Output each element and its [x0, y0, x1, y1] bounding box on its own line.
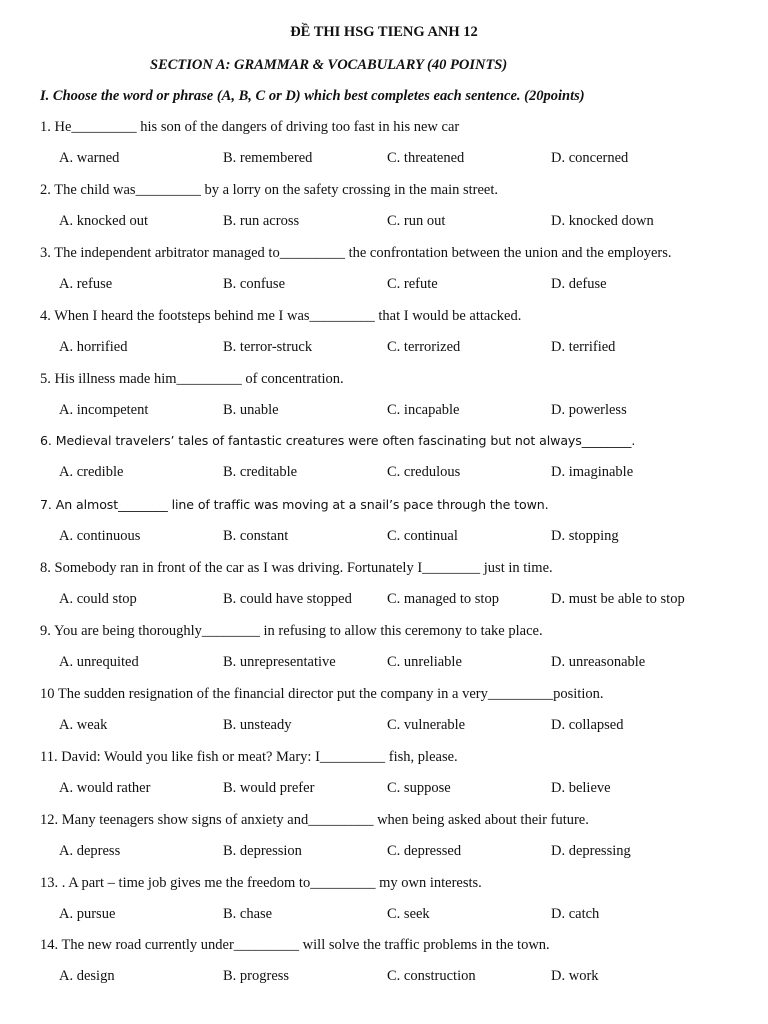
answer-option-a: A. would rather: [59, 780, 151, 796]
answer-option-c: C. credulous: [387, 464, 461, 480]
question-text: 7. An almost________ line of traffic was moving at a snail’s pace through the town.: [40, 497, 549, 512]
answer-option-b: B. constant: [223, 528, 289, 544]
answer-option-d: D. believe: [551, 780, 611, 796]
answer-option-a: A. pursue: [59, 906, 116, 922]
question-text: 2. The child was_________ by a lorry on the safety crossing in the main street.: [40, 182, 498, 198]
question-text: 10 The sudden resignation of the financial director put the company in a very_________position.: [40, 686, 604, 702]
answer-option-b: B. creditable: [223, 464, 298, 480]
answer-option-b: B. unrepresentative: [223, 654, 336, 670]
answer-option-b: B. unable: [223, 402, 279, 418]
answer-option-b: B. depression: [223, 843, 302, 859]
question-text: 6. Medieval travelers’ tales of fantastic creatures were often fascinating but not always________.: [40, 433, 636, 448]
answer-options: [0, 528, 768, 548]
answer-option-d: D. defuse: [551, 276, 607, 292]
answer-option-a: A. credible: [59, 464, 124, 480]
answer-option-c: C. unreliable: [387, 654, 462, 670]
answer-options: [0, 339, 768, 359]
answer-option-d: D. unreasonable: [551, 654, 646, 670]
question-text: 11. David: Would you like fish or meat? Mary: I_________ fish, please.: [40, 749, 458, 765]
answer-option-a: A. weak: [59, 717, 108, 733]
answer-option-d: D. terrified: [551, 339, 616, 355]
answer-option-d: D. collapsed: [551, 717, 624, 733]
answer-option-b: B. unsteady: [223, 717, 292, 733]
answer-option-b: B. run across: [223, 213, 300, 229]
answer-option-c: C. vulnerable: [387, 717, 466, 733]
exam-title: ĐỀ THI HSG TIENG ANH 12: [290, 24, 478, 40]
answer-option-d: D. catch: [551, 906, 600, 922]
answer-option-a: A. continuous: [59, 528, 141, 544]
answer-options: [0, 654, 768, 674]
answer-option-a: A. refuse: [59, 276, 113, 292]
answer-options: [0, 780, 768, 800]
answer-option-c: C. suppose: [387, 780, 451, 796]
answer-option-a: A. design: [59, 968, 115, 984]
instruction-text: I. Choose the word or phrase (A, B, C or D) which best completes each sentence. (20points): [40, 88, 585, 104]
answer-options: [0, 591, 768, 611]
question-text: 5. His illness made him_________ of concentration.: [40, 371, 344, 387]
answer-option-d: D. knocked down: [551, 213, 654, 229]
answer-options: [0, 464, 768, 484]
answer-option-a: A. incompetent: [59, 402, 149, 418]
question-text: 4. When I heard the footsteps behind me I was_________ that I would be attacked.: [40, 308, 522, 324]
answer-option-b: B. progress: [223, 968, 290, 984]
answer-option-b: B. could have stopped: [223, 591, 352, 607]
answer-option-c: C. seek: [387, 906, 430, 922]
answer-option-c: C. construction: [387, 968, 476, 984]
answer-option-c: C. terrorized: [387, 339, 461, 355]
answer-option-a: A. could stop: [59, 591, 137, 607]
answer-option-b: B. terror-struck: [223, 339, 313, 355]
answer-option-a: A. unrequited: [59, 654, 139, 670]
question-text: 12. Many teenagers show signs of anxiety and_________ when being asked about their future.: [40, 812, 589, 828]
answer-option-a: A. depress: [59, 843, 121, 859]
question-text: 9. You are being thoroughly________ in refusing to allow this ceremony to take place.: [40, 623, 543, 639]
answer-option-d: D. work: [551, 968, 599, 984]
answer-option-d: D. concerned: [551, 150, 629, 166]
answer-options: [0, 906, 768, 926]
answer-option-b: B. would prefer: [223, 780, 315, 796]
answer-options: [0, 150, 768, 170]
answer-option-b: B. confuse: [223, 276, 286, 292]
answer-option-d: D. imaginable: [551, 464, 634, 480]
answer-option-c: C. continual: [387, 528, 458, 544]
answer-options: [0, 402, 768, 422]
question-text: 8. Somebody ran in front of the car as I was driving. Fortunately I________ just in time.: [40, 560, 553, 576]
question-text: 14. The new road currently under_________ will solve the traffic problems in the town.: [40, 937, 550, 953]
answer-option-d: D. must be able to stop: [551, 591, 685, 607]
answer-option-b: B. remembered: [223, 150, 313, 166]
answer-option-a: A. knocked out: [59, 213, 148, 229]
answer-options: [0, 213, 768, 233]
answer-option-a: A. warned: [59, 150, 120, 166]
answer-option-d: D. powerless: [551, 402, 627, 418]
answer-option-c: C. refute: [387, 276, 438, 292]
answer-options: [0, 968, 768, 988]
question-text: 1. He_________ his son of the dangers of driving too fast in his new car: [40, 119, 460, 135]
question-text: 13. . A part – time job gives me the freedom to_________ my own interests.: [40, 875, 482, 891]
answer-option-c: C. threatened: [387, 150, 465, 166]
answer-options: [0, 717, 768, 737]
answer-option-c: C. depressed: [387, 843, 462, 859]
answer-option-d: D. stopping: [551, 528, 619, 544]
answer-option-d: D. depressing: [551, 843, 631, 859]
answer-options: [0, 276, 768, 296]
answer-option-a: A. horrified: [59, 339, 128, 355]
answer-option-c: C. run out: [387, 213, 446, 229]
answer-option-b: B. chase: [223, 906, 273, 922]
section-heading: SECTION A: GRAMMAR & VOCABULARY (40 POINTS): [150, 57, 508, 73]
answer-option-c: C. managed to stop: [387, 591, 499, 607]
question-text: 3. The independent arbitrator managed to_________ the confrontation between the union and the employers.: [40, 245, 672, 261]
answer-options: [0, 843, 768, 863]
answer-option-c: C. incapable: [387, 402, 460, 418]
